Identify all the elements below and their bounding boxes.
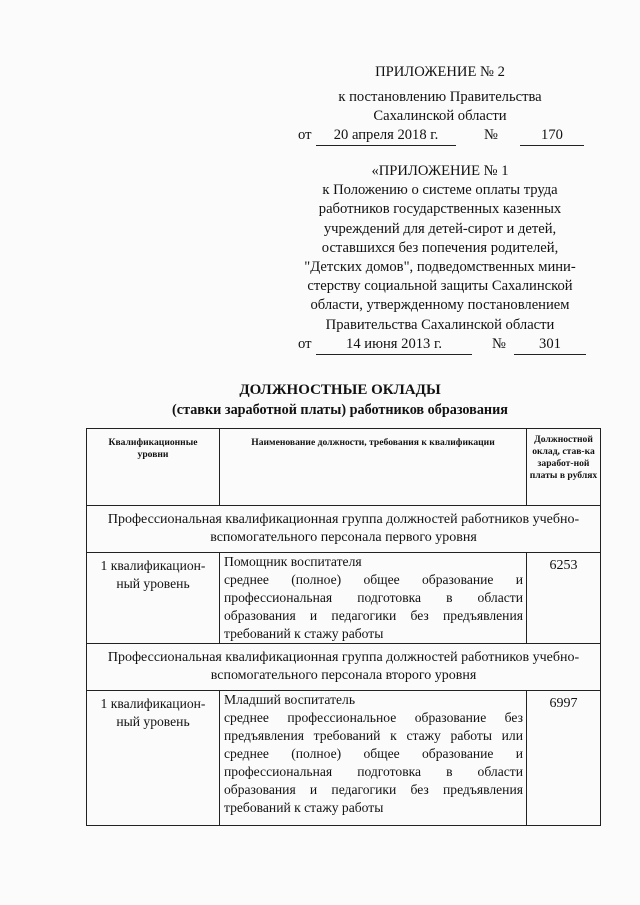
quoted-line: "Детских домов", подведомственных мини- [304,259,576,276]
appendix-date-number-line [270,126,610,145]
appendix-line-2: Сахалинской области [373,108,507,124]
quoted-date: 14 июня 2013 г. [316,335,472,355]
appendix-line-1: к постановлению Правительства [338,89,542,105]
number-label: № [492,335,506,352]
position-requirements: среднее профессиональное образование без предъявления требований к стажу работы или среднее (полное) общее образование и профессиональная подготовка в области образования и педагогики без предъявления требований к стажу работы [224,710,523,815]
quoted-date-number-line [270,335,610,354]
position-cell [220,553,527,644]
level-cell: 1 квалификацион-ный уровень [87,553,220,644]
quoted-line: оставшихся без попечения родителей, [321,239,559,256]
quoted-line: к Положению о системе оплаты труда [322,182,558,199]
header-level: Квалификационные уровни [87,429,220,506]
quoted-appendix-title: «ПРИЛОЖЕНИЕ № 1 [371,163,509,179]
table-row [87,691,601,826]
from-label: от [298,127,312,143]
position-title: Младший воспитатель [224,692,356,707]
table-header-row [87,429,601,506]
group-row [87,644,601,691]
position-title: Помощник воспитателя [224,554,362,569]
quoted-number: 301 [514,335,586,355]
document-subheading: (ставки заработной платы) работников образования [172,402,508,418]
appendix-number: 170 [520,126,584,146]
number-label: № [484,127,498,143]
group-title: Профессиональная квалификационная группа должностей работников учебно-вспомогательного персонала первого уровня [87,506,601,553]
quoted-line: области, утвержденному постановлением [310,297,570,314]
position-requirements: среднее (полное) общее образование и профессиональная подготовка в области образования и педагогики без предъявления требований к стажу работы [224,572,523,641]
quoted-line: стерству социальной защиты Сахалинской [307,278,573,295]
appendix-block [270,63,610,145]
appendix-date: 20 апреля 2018 г. [316,126,456,146]
table-row [87,553,601,644]
quoted-appendix-block [270,162,610,354]
header-position: Наименование должности, требования к квалификации [220,429,527,506]
level-cell: 1 квалификацион-ный уровень [87,691,220,826]
quoted-line: учреждений для детей-сирот и детей, [323,220,557,237]
appendix-title: ПРИЛОЖЕНИЕ № 2 [375,64,505,80]
header-salary: Должностной оклад, став-ка заработ-ной платы в рублях [527,429,601,506]
salary-cell: 6997 [527,691,601,826]
quoted-line: работников государственных казенных [318,201,562,218]
from-label: от [298,335,312,352]
position-cell [220,691,527,826]
document-heading: ДОЛЖНОСТНЫЕ ОКЛАДЫ [239,382,441,398]
salary-table [86,428,601,826]
salary-cell: 6253 [527,553,601,644]
group-title: Профессиональная квалификационная группа должностей работников учебно-вспомогательного персонала второго уровня [87,644,601,691]
quoted-line: Правительства Сахалинской области [325,316,555,333]
group-row [87,506,601,553]
